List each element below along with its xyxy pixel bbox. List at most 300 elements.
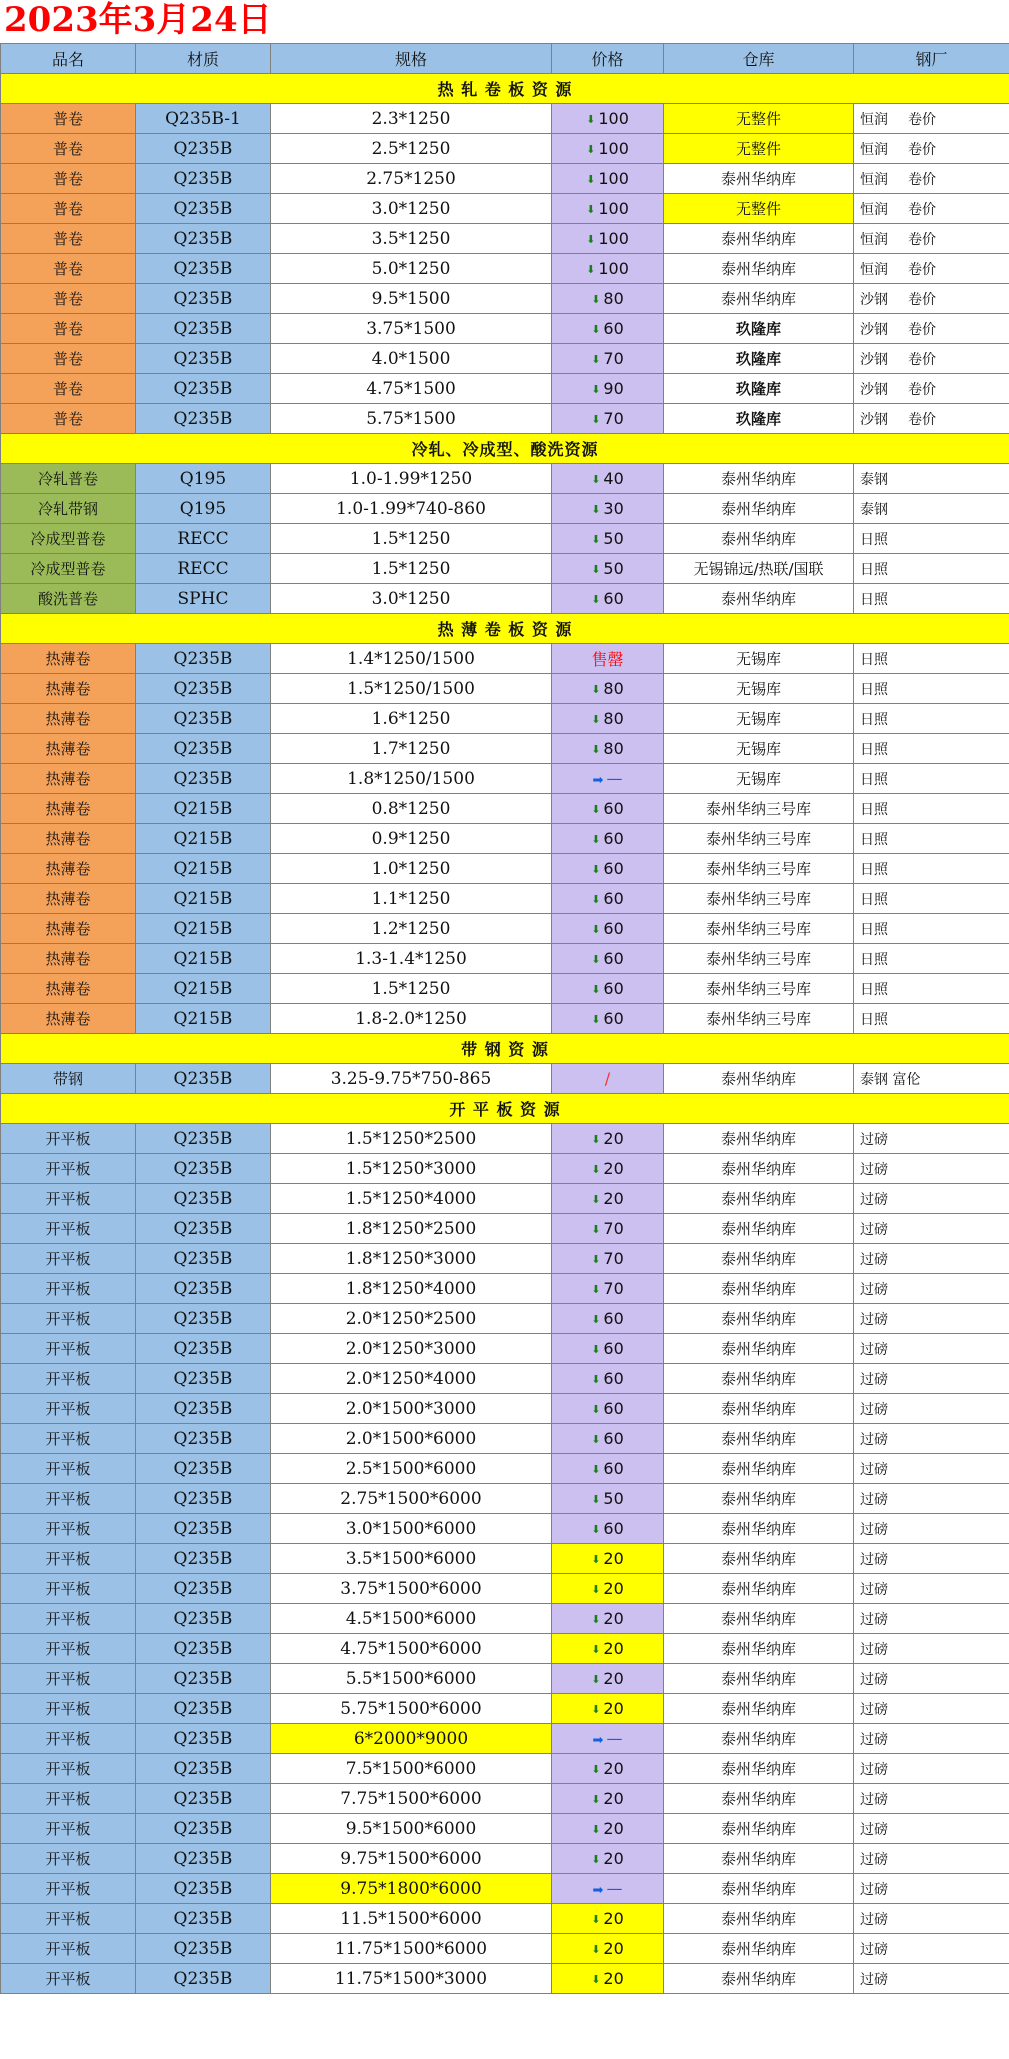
spec-cell: 1.7*1250: [271, 734, 552, 764]
arrow-down-icon: ⬇: [591, 1163, 601, 1176]
table-row: [1, 974, 1009, 1004]
price-cell: [552, 674, 664, 704]
price-value: —: [606, 1879, 623, 1898]
material-cell: Q195: [136, 464, 271, 494]
warehouse-cell: 玖隆库: [664, 344, 854, 374]
product-name-cell: 开平板: [1, 1874, 136, 1904]
table-row: [1, 1844, 1009, 1874]
material-cell: Q235B: [136, 1064, 271, 1094]
mill-name: 过磅: [860, 1251, 888, 1268]
price-cell: [552, 1634, 664, 1664]
price-cell: [552, 374, 664, 404]
arrow-down-icon: ⬇: [591, 923, 601, 936]
warehouse-cell: 泰州华纳库: [664, 1964, 854, 1994]
arrow-down-icon: ⬇: [591, 293, 601, 306]
mill-cell: [854, 1424, 1009, 1454]
spec-cell: 3.5*1500*6000: [271, 1544, 552, 1574]
mill-name: 过磅: [860, 1761, 888, 1778]
mill-cell: [854, 1154, 1009, 1184]
warehouse-cell: 泰州华纳库: [664, 1364, 854, 1394]
price-cell: [552, 764, 664, 794]
price-value: 60: [603, 949, 624, 968]
table-row: [1, 1274, 1009, 1304]
price-value: 20: [603, 1189, 624, 1208]
material-cell: Q235B: [136, 1454, 271, 1484]
product-name-cell: 开平板: [1, 1544, 136, 1574]
warehouse-cell: 泰州华纳库: [664, 1484, 854, 1514]
price-value: 20: [603, 1639, 624, 1658]
spec-cell: 3.75*1500: [271, 314, 552, 344]
arrow-down-icon: ⬇: [591, 1703, 601, 1716]
arrow-down-icon: ⬇: [591, 353, 601, 366]
header-material: 材质: [136, 44, 271, 74]
product-name-cell: 开平板: [1, 1214, 136, 1244]
mill-name: 日照: [860, 711, 888, 728]
table-row: [1, 1304, 1009, 1334]
price-value: 60: [603, 829, 624, 848]
table-row: [1, 644, 1009, 674]
warehouse-cell: 泰州华纳库: [664, 1934, 854, 1964]
material-cell: Q235B: [136, 734, 271, 764]
mill-cell: [854, 974, 1009, 1004]
arrow-down-icon: ⬇: [586, 173, 596, 186]
price-cell: [552, 824, 664, 854]
product-name-cell: 热薄卷: [1, 704, 136, 734]
mill-cell: [854, 1904, 1009, 1934]
mill-cell: [854, 524, 1009, 554]
spec-cell: 1.6*1250: [271, 704, 552, 734]
arrow-down-icon: ⬇: [591, 863, 601, 876]
warehouse-cell: 泰州华纳库: [664, 1544, 854, 1574]
spec-cell: 1.8*1250*2500: [271, 1214, 552, 1244]
arrow-down-icon: ⬇: [591, 503, 601, 516]
price-cell: [552, 1424, 664, 1454]
price-value: 20: [603, 1789, 624, 1808]
mill-cell: [854, 164, 1009, 194]
spec-cell: 1.2*1250: [271, 914, 552, 944]
mill-name: 日照: [860, 741, 888, 758]
price-value: 60: [603, 589, 624, 608]
material-cell: Q235B: [136, 644, 271, 674]
material-cell: Q235B: [136, 404, 271, 434]
material-cell: Q235B: [136, 134, 271, 164]
price-cell: [552, 1514, 664, 1544]
warehouse-cell: 玖隆库: [664, 404, 854, 434]
warehouse-cell: 泰州华纳库: [664, 1874, 854, 1904]
price-cell: [552, 194, 664, 224]
price-value: 20: [603, 1549, 624, 1568]
price-value: 20: [603, 1759, 624, 1778]
product-name-cell: 开平板: [1, 1154, 136, 1184]
mill-name: 过磅: [860, 1611, 888, 1628]
mill-cell: [854, 1274, 1009, 1304]
product-name-cell: 开平板: [1, 1424, 136, 1454]
table-row: [1, 1784, 1009, 1814]
spec-cell: 11.75*1500*6000: [271, 1934, 552, 1964]
price-table: [0, 43, 1009, 1994]
price-cell: [552, 1754, 664, 1784]
arrow-down-icon: ⬇: [591, 833, 601, 846]
table-row: [1, 314, 1009, 344]
price-cell: [552, 914, 664, 944]
mill-name: 泰钢: [860, 471, 888, 488]
price-value: 40: [603, 469, 624, 488]
price-value: 60: [603, 1309, 624, 1328]
mill-name: 沙钢: [860, 411, 888, 428]
mill-name: 过磅: [860, 1641, 888, 1658]
product-name-cell: 普卷: [1, 404, 136, 434]
table-row: [1, 524, 1009, 554]
price-cell: [552, 884, 664, 914]
mill-cell: [854, 1514, 1009, 1544]
spec-cell: 9.75*1800*6000: [271, 1874, 552, 1904]
product-name-cell: 开平板: [1, 1904, 136, 1934]
product-name-cell: 开平板: [1, 1964, 136, 1994]
mill-cell: [854, 1394, 1009, 1424]
warehouse-cell: 泰州华纳库: [664, 1334, 854, 1364]
table-row: [1, 1754, 1009, 1784]
mill-cell: [854, 944, 1009, 974]
spec-cell: 4.75*1500*6000: [271, 1634, 552, 1664]
price-value: 60: [603, 1459, 624, 1478]
warehouse-cell: 玖隆库: [664, 314, 854, 344]
warehouse-cell: 泰州华纳库: [664, 254, 854, 284]
table-row: [1, 1604, 1009, 1634]
price-value: 70: [603, 1279, 624, 1298]
arrow-down-icon: ⬇: [591, 1313, 601, 1326]
spec-cell: 3.0*1250: [271, 584, 552, 614]
arrow-down-icon: ⬇: [591, 413, 601, 426]
mill-cell: [854, 1724, 1009, 1754]
product-name-cell: 开平板: [1, 1184, 136, 1214]
spec-cell: 6*2000*9000: [271, 1724, 552, 1754]
spec-cell: 2.3*1250: [271, 104, 552, 134]
arrow-down-icon: ⬇: [586, 233, 596, 246]
arrow-down-icon: ⬇: [591, 1793, 601, 1806]
mill-name: 日照: [860, 891, 888, 908]
product-name-cell: 普卷: [1, 164, 136, 194]
price-value: 20: [603, 1609, 624, 1628]
warehouse-cell: 无整件: [664, 104, 854, 134]
product-name-cell: 开平板: [1, 1244, 136, 1274]
product-name-cell: 开平板: [1, 1274, 136, 1304]
mill-name: 恒润: [860, 231, 888, 248]
price-cell: [552, 1664, 664, 1694]
warehouse-cell: 泰州华纳三号库: [664, 794, 854, 824]
mill-name: 日照: [860, 1011, 888, 1028]
header-mill: 钢厂: [854, 44, 1009, 74]
material-cell: Q235B: [136, 1364, 271, 1394]
table-row: [1, 104, 1009, 134]
price-value: 20: [603, 1129, 624, 1148]
table-row: [1, 1694, 1009, 1724]
arrow-down-icon: ⬇: [591, 1463, 601, 1476]
material-cell: Q235B: [136, 1574, 271, 1604]
price-cell: [552, 254, 664, 284]
header-spec: 规格: [271, 44, 552, 74]
arrow-down-icon: ⬇: [591, 1223, 601, 1236]
header-warehouse: 仓库: [664, 44, 854, 74]
spec-cell: 1.0-1.99*1250: [271, 464, 552, 494]
spec-cell: 2.0*1250*4000: [271, 1364, 552, 1394]
product-name-cell: 酸洗普卷: [1, 584, 136, 614]
material-cell: Q215B: [136, 944, 271, 974]
product-name-cell: 普卷: [1, 284, 136, 314]
mill-name: 恒润: [860, 261, 888, 278]
material-cell: Q215B: [136, 854, 271, 884]
price-cell: [552, 1574, 664, 1604]
material-cell: Q235B: [136, 1814, 271, 1844]
spec-cell: 1.3-1.4*1250: [271, 944, 552, 974]
arrow-down-icon: ⬇: [591, 1823, 601, 1836]
product-name-cell: 普卷: [1, 314, 136, 344]
price-cell: [552, 404, 664, 434]
spec-cell: 2.0*1250*2500: [271, 1304, 552, 1334]
mill-cell: [854, 1964, 1009, 1994]
mill-cell: [854, 914, 1009, 944]
mill-name: 过磅: [860, 1581, 888, 1598]
product-name-cell: 热薄卷: [1, 674, 136, 704]
spec-cell: 5.75*1500*6000: [271, 1694, 552, 1724]
product-name-cell: 开平板: [1, 1124, 136, 1154]
price-value: 20: [603, 1819, 624, 1838]
product-name-cell: 开平板: [1, 1844, 136, 1874]
material-cell: Q215B: [136, 794, 271, 824]
product-name-cell: 开平板: [1, 1394, 136, 1424]
spec-cell: 3.75*1500*6000: [271, 1574, 552, 1604]
sold-out-label: 售罄: [591, 650, 624, 669]
mill-name: 过磅: [860, 1881, 888, 1898]
product-name-cell: 开平板: [1, 1574, 136, 1604]
table-row: [1, 374, 1009, 404]
price-cell: [552, 1274, 664, 1304]
product-name-cell: 冷成型普卷: [1, 524, 136, 554]
mill-cell: [854, 1814, 1009, 1844]
mill-name: 日照: [860, 921, 888, 938]
mill-cell: [854, 1124, 1009, 1154]
mill-cell: [854, 1484, 1009, 1514]
warehouse-cell: 泰州华纳库: [664, 1604, 854, 1634]
product-name-cell: 普卷: [1, 134, 136, 164]
mill-name: 沙钢: [860, 291, 888, 308]
section-header: [1, 434, 1009, 464]
spec-cell: 1.0-1.99*740-860: [271, 494, 552, 524]
price-basis: 卷价: [908, 321, 936, 338]
spec-cell: 0.9*1250: [271, 824, 552, 854]
price-cell: [552, 1724, 664, 1754]
price-basis: 卷价: [908, 231, 936, 248]
price-value: 90: [603, 379, 624, 398]
table-row: [1, 584, 1009, 614]
material-cell: Q235B: [136, 1694, 271, 1724]
price-value: 60: [603, 979, 624, 998]
price-value: 60: [603, 799, 624, 818]
material-cell: Q235B: [136, 1874, 271, 1904]
arrow-down-icon: ⬇: [591, 533, 601, 546]
mill-cell: [854, 134, 1009, 164]
table-row: [1, 884, 1009, 914]
warehouse-cell: 泰州华纳库: [664, 1244, 854, 1274]
product-name-cell: 普卷: [1, 104, 136, 134]
warehouse-cell: 泰州华纳库: [664, 1724, 854, 1754]
product-name-cell: 开平板: [1, 1484, 136, 1514]
price-cell: [552, 854, 664, 884]
product-name-cell: 开平板: [1, 1694, 136, 1724]
mill-name: 恒润: [860, 141, 888, 158]
table-row: [1, 794, 1009, 824]
mill-name: 过磅: [860, 1431, 888, 1448]
spec-cell: 2.75*1250: [271, 164, 552, 194]
mill-cell: [854, 824, 1009, 854]
section-header: [1, 1094, 1009, 1124]
mill-cell: [854, 554, 1009, 584]
warehouse-cell: 泰州华纳库: [664, 164, 854, 194]
price-value: 100: [598, 109, 629, 128]
price-value: 20: [603, 1669, 624, 1688]
spec-cell: 0.8*1250: [271, 794, 552, 824]
warehouse-cell: 无整件: [664, 134, 854, 164]
table-row: [1, 464, 1009, 494]
table-row: [1, 494, 1009, 524]
warehouse-cell: 泰州华纳库: [664, 1214, 854, 1244]
mill-name: 过磅: [860, 1221, 888, 1238]
price-value: 20: [603, 1909, 624, 1928]
mill-cell: [854, 224, 1009, 254]
warehouse-cell: 泰州华纳库: [664, 1664, 854, 1694]
spec-cell: 2.0*1500*6000: [271, 1424, 552, 1454]
mill-cell: [854, 1844, 1009, 1874]
price-value: 20: [603, 1939, 624, 1958]
price-cell: [552, 944, 664, 974]
spec-cell: 1.5*1250: [271, 524, 552, 554]
table-row: [1, 1814, 1009, 1844]
spec-cell: 5.0*1250: [271, 254, 552, 284]
section-header: [1, 1034, 1009, 1064]
mill-name: 恒润: [860, 111, 888, 128]
spec-cell: 2.0*1250*3000: [271, 1334, 552, 1364]
warehouse-cell: 泰州华纳三号库: [664, 944, 854, 974]
material-cell: Q235B: [136, 1184, 271, 1214]
section-title: 冷轧、冷成型、酸洗资源: [1, 434, 1009, 464]
mill-name: 过磅: [860, 1701, 888, 1718]
warehouse-cell: 泰州华纳库: [664, 494, 854, 524]
material-cell: Q215B: [136, 824, 271, 854]
table-row: [1, 554, 1009, 584]
mill-cell: [854, 1694, 1009, 1724]
product-name-cell: 热薄卷: [1, 914, 136, 944]
spec-cell: 4.5*1500*6000: [271, 1604, 552, 1634]
warehouse-cell: 泰州华纳三号库: [664, 884, 854, 914]
product-name-cell: 开平板: [1, 1934, 136, 1964]
price-value: 20: [603, 1699, 624, 1718]
material-cell: Q235B: [136, 1724, 271, 1754]
warehouse-cell: 泰州华纳库: [664, 284, 854, 314]
mill-name: 过磅: [860, 1311, 888, 1328]
price-value: 70: [603, 1219, 624, 1238]
price-cell: [552, 284, 664, 314]
mill-name: 过磅: [860, 1401, 888, 1418]
mill-name: 过磅: [860, 1971, 888, 1988]
mill-name: 日照: [860, 981, 888, 998]
table-row: [1, 1514, 1009, 1544]
price-basis: 卷价: [908, 261, 936, 278]
product-name-cell: 开平板: [1, 1754, 136, 1784]
price-cell: [552, 734, 664, 764]
price-basis: 卷价: [908, 111, 936, 128]
material-cell: Q215B: [136, 974, 271, 1004]
price-value: 100: [598, 139, 629, 158]
arrow-down-icon: ⬇: [591, 1973, 601, 1986]
product-name-cell: 普卷: [1, 254, 136, 284]
spec-cell: 1.5*1250/1500: [271, 674, 552, 704]
table-row: [1, 1334, 1009, 1364]
warehouse-cell: 泰州华纳库: [664, 1574, 854, 1604]
arrow-down-icon: ⬇: [591, 1583, 601, 1596]
table-row: [1, 1664, 1009, 1694]
warehouse-cell: 泰州华纳库: [664, 1424, 854, 1454]
price-cell: [552, 1964, 664, 1994]
spec-cell: 2.5*1500*6000: [271, 1454, 552, 1484]
header-name: 品名: [1, 44, 136, 74]
spec-cell: 2.75*1500*6000: [271, 1484, 552, 1514]
price-cell: [552, 1604, 664, 1634]
material-cell: Q195: [136, 494, 271, 524]
price-cell: [552, 164, 664, 194]
warehouse-cell: 泰州华纳三号库: [664, 824, 854, 854]
price-cell: [552, 1934, 664, 1964]
price-cell: [552, 794, 664, 824]
mill-name: 日照: [860, 801, 888, 818]
price-cell: [552, 1454, 664, 1484]
product-name-cell: 带钢: [1, 1064, 136, 1094]
arrow-down-icon: ⬇: [591, 1373, 601, 1386]
price-cell: [552, 1694, 664, 1724]
price-value: 60: [603, 889, 624, 908]
price-cell: [552, 104, 664, 134]
spec-cell: 1.5*1250: [271, 974, 552, 1004]
mill-cell: [854, 764, 1009, 794]
table-row: [1, 254, 1009, 284]
price-value: 60: [603, 1399, 624, 1418]
arrow-down-icon: ⬇: [591, 1403, 601, 1416]
price-cell: [552, 704, 664, 734]
mill-name: 日照: [860, 681, 888, 698]
price-value: 60: [603, 1339, 624, 1358]
mill-name: 过磅: [860, 1791, 888, 1808]
table-row: [1, 1064, 1009, 1094]
arrow-down-icon: ⬇: [591, 953, 601, 966]
product-name-cell: 热薄卷: [1, 944, 136, 974]
section-header: [1, 74, 1009, 104]
spec-cell: 5.5*1500*6000: [271, 1664, 552, 1694]
spec-cell: 1.8*1250*3000: [271, 1244, 552, 1274]
table-row: [1, 1244, 1009, 1274]
material-cell: Q215B: [136, 884, 271, 914]
price-cell: [552, 1124, 664, 1154]
mill-cell: [854, 1754, 1009, 1784]
product-name-cell: 开平板: [1, 1514, 136, 1544]
header-row: [1, 44, 1009, 74]
material-cell: Q235B: [136, 1424, 271, 1454]
arrow-down-icon: ⬇: [591, 1553, 601, 1566]
spec-cell: 1.5*1250*3000: [271, 1154, 552, 1184]
price-value: 20: [603, 1969, 624, 1988]
material-cell: Q235B: [136, 1544, 271, 1574]
mill-name: 日照: [860, 561, 888, 578]
price-basis: 卷价: [908, 351, 936, 368]
arrow-down-icon: ⬇: [591, 1433, 601, 1446]
mill-name: 过磅: [860, 1521, 888, 1538]
